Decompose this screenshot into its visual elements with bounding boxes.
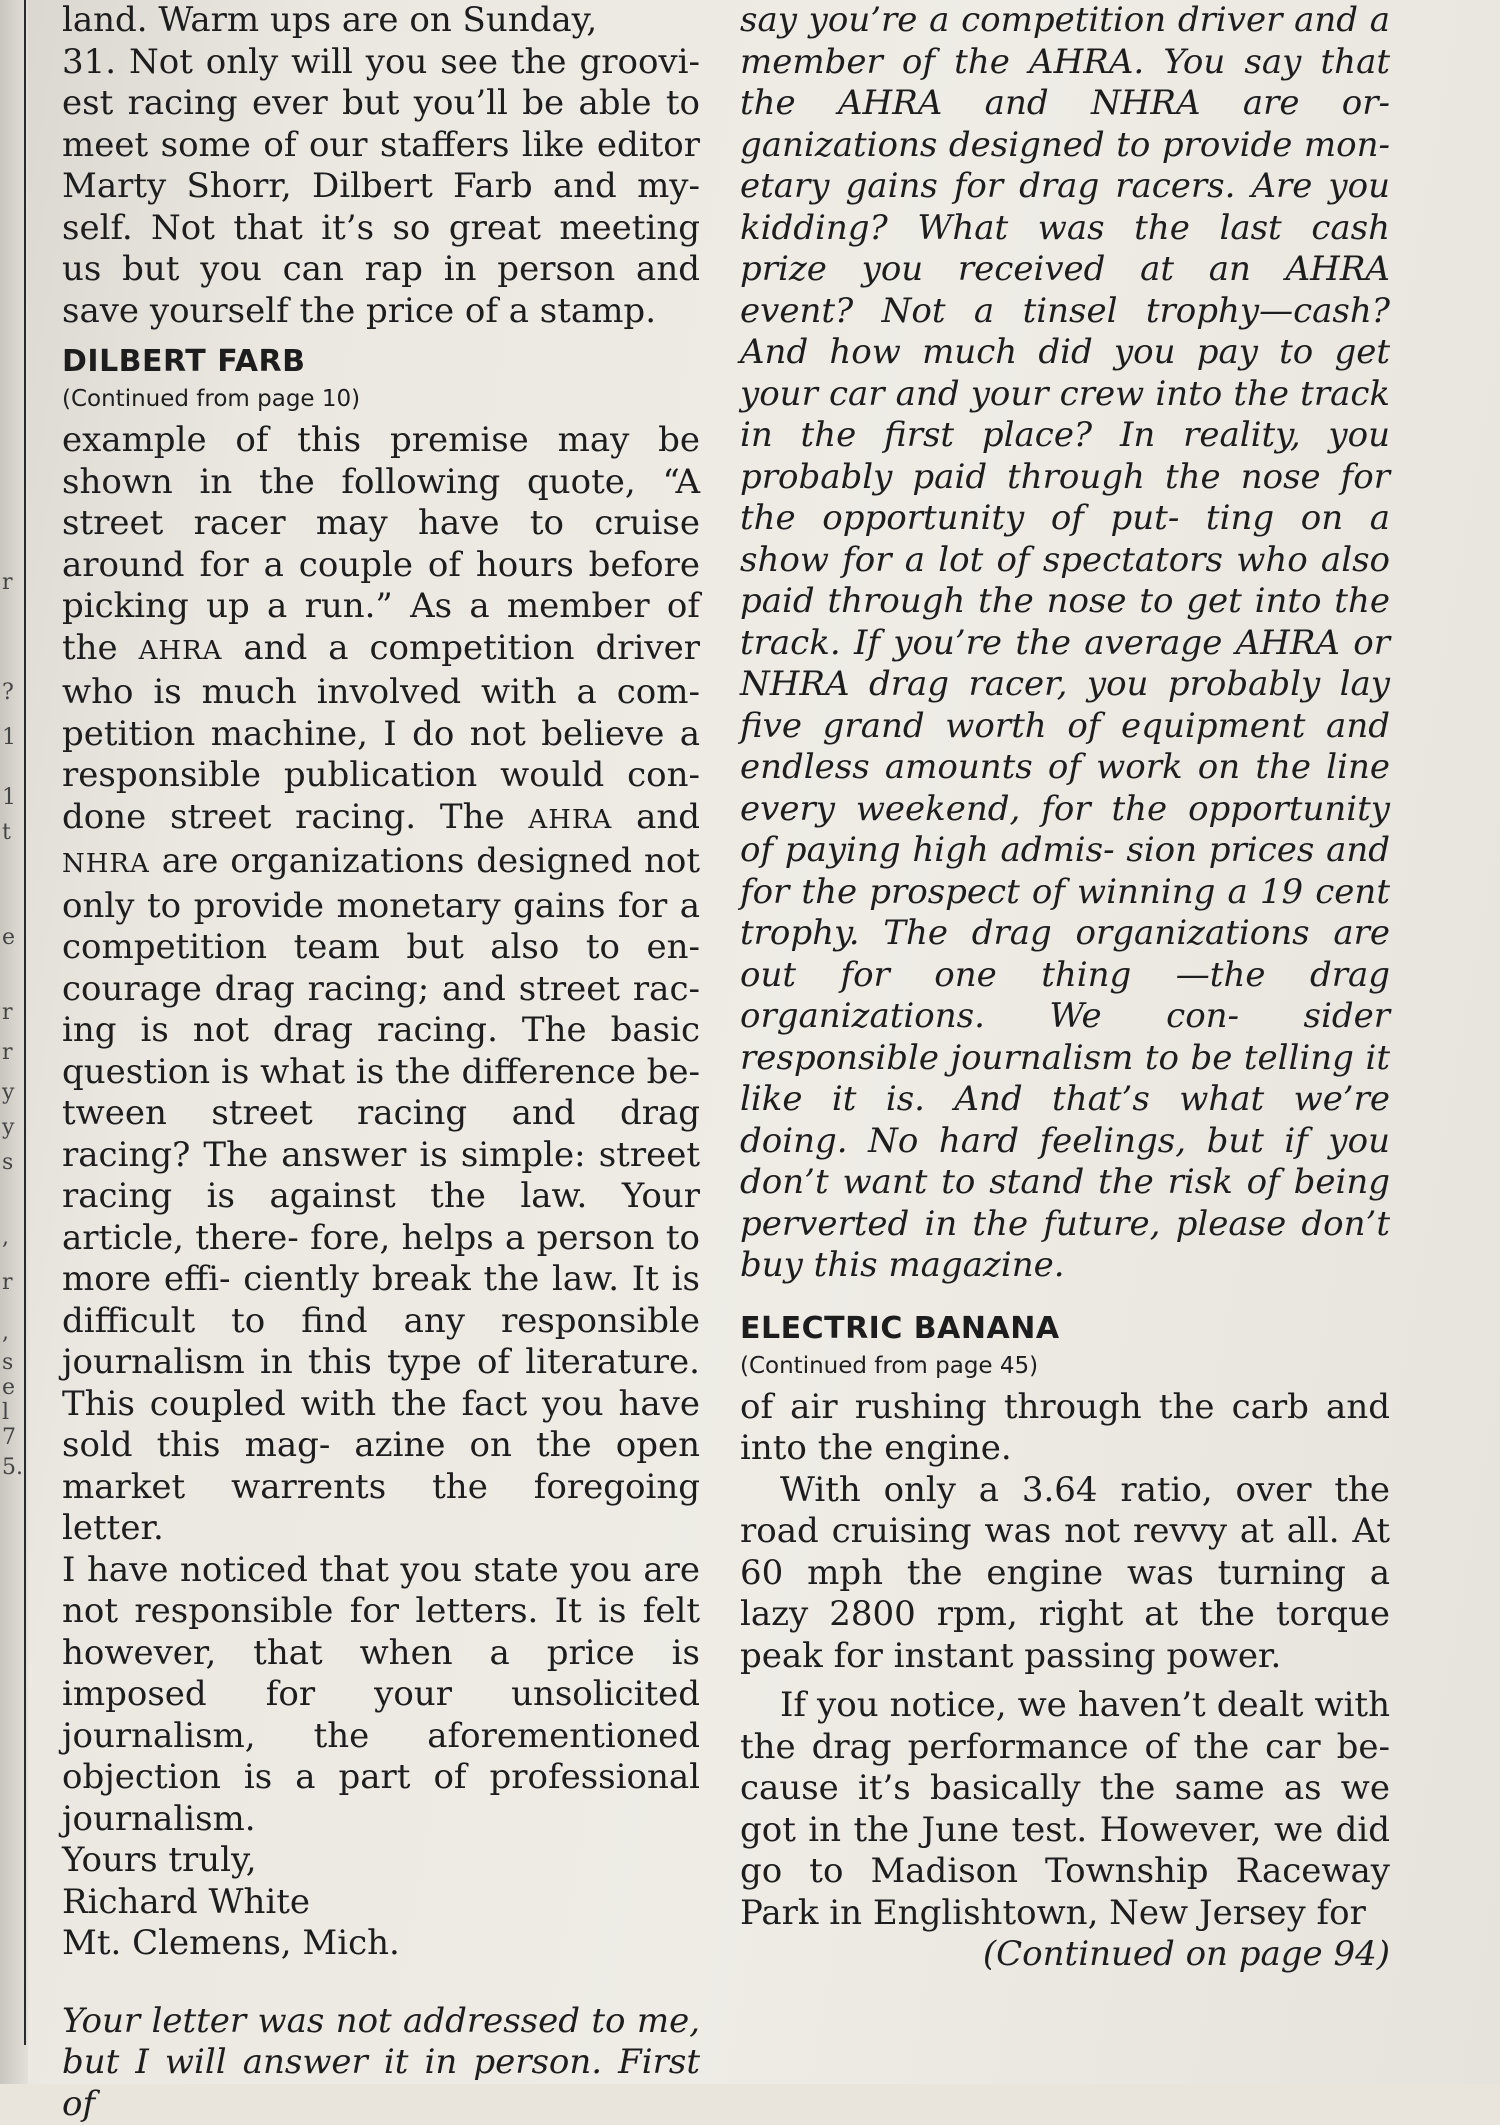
margin-fragment: r bbox=[2, 1040, 13, 1065]
abbr-ahra: AHRA bbox=[528, 805, 612, 835]
article-paragraph: of air rushing through the carb and into the engine. bbox=[740, 1387, 1390, 1470]
margin-fragment: s bbox=[2, 1350, 13, 1375]
margin-fragment: r bbox=[2, 1270, 13, 1295]
margin-fragment: , bbox=[2, 1320, 9, 1345]
letter-text: and a competition driver who is much involved with a com- petition machine, I do not believe a responsible publication would con- done street racing. The bbox=[62, 628, 700, 837]
section-heading: DILBERT FARB bbox=[62, 344, 700, 380]
letter-paragraph bbox=[62, 420, 700, 1550]
margin-fragment: ? bbox=[2, 680, 14, 705]
margin-fragment: r bbox=[2, 1000, 13, 1025]
signature-name: Richard White bbox=[62, 1882, 700, 1924]
margin-fragment: , bbox=[2, 1225, 9, 1250]
letter-text: and bbox=[636, 797, 700, 837]
abbr-nhra: NHRA bbox=[62, 849, 150, 879]
section-heading: ELECTRIC BANANA bbox=[740, 1311, 1390, 1347]
article-paragraph: With only a 3.64 ratio, over the road cruising was not revvy at all. At 60 mph the engine was turning a lazy 2800 rpm, right at the torque peak for instant passing power. bbox=[740, 1470, 1390, 1678]
letter-paragraph: I have noticed that you state you are not responsible for letters. It is felt however, that when a price is imposed for your unsolicited journalism, the aforementioned objection is a part of professional journalism. bbox=[62, 1550, 700, 1841]
continued-note: (Continued from page 10) bbox=[62, 384, 700, 414]
margin-fragment: t bbox=[2, 820, 11, 845]
margin-fragment: e bbox=[2, 925, 15, 950]
margin-fragment: s bbox=[2, 1150, 13, 1175]
continued-note: (Continued from page 45) bbox=[740, 1351, 1390, 1381]
margin-fragment: 1 bbox=[2, 785, 16, 810]
cut-off-line: land. Warm ups are on Sunday, bbox=[62, 0, 700, 42]
margin-fragment: y bbox=[2, 1115, 14, 1140]
continued-on-note: (Continued on page 94) bbox=[740, 1934, 1390, 1976]
margin-fragment: r bbox=[2, 570, 13, 595]
intro-paragraph: 31. Not only will you see the groovi- est racing ever but you’ll be able to meet some of our staffers like editor Marty Shorr, Dilbert Farb and my- self. Not that it’s so great meeting us but you can rap in person and save yourself the price of a stamp. bbox=[62, 42, 700, 333]
letter-text: example of this premise may be shown in the following quote, “A street racer may have to cruise around for a couple of hours before picking up a run.” As a member of the bbox=[62, 420, 700, 668]
signature-location: Mt. Clemens, Mich. bbox=[62, 1923, 700, 1965]
abbr-ahra: AHRA bbox=[139, 636, 223, 666]
article-paragraph: If you notice, we haven’t dealt with the drag performance of the car be- cause it’s basically the same as we got in the June test. However, we did go to Madison Township Raceway Park in Englishtown, New Jersey for bbox=[740, 1685, 1390, 1934]
left-column bbox=[62, 0, 700, 2125]
margin-fragment: e bbox=[2, 1375, 15, 1400]
letter-text: are organizations designed not only to provide monetary gains for a competition team but also to en- courage drag racing; and street rac- ing is not drag racing. The basic question is what is the difference be- tween street racing and drag racing? The answer is simple: street racing is against the law. Your article, there- fore, helps a person to more effi- ciently break the law. It is difficult to find any responsible journalism in this type of literature. This coupled with the fact you have sold this mag- azine on the open market warrents the foregoing letter. bbox=[62, 841, 700, 1548]
right-column bbox=[740, 0, 1390, 1976]
signature-closing: Yours truly, bbox=[62, 1840, 700, 1882]
spacer bbox=[62, 1965, 700, 2001]
adjacent-page-fragments bbox=[0, 560, 20, 2060]
margin-fragment: y bbox=[2, 1080, 14, 1105]
margin-fragment: 1 bbox=[2, 725, 16, 750]
margin-fragment: 7 bbox=[2, 1425, 16, 1450]
editor-reply: Your letter was not addressed to me, but I will answer it in person. First of bbox=[62, 2001, 700, 2125]
column-rule bbox=[24, 0, 26, 2045]
margin-fragment: l bbox=[2, 1400, 9, 1425]
editor-reply-continued: say you’re a competition driver and a member of the AHRA. You say that the AHRA and NHRA are or- ganizations designed to provide mon- etary gains for drag racers. Are you kidding? What was the last cash prize you received at an AHRA event? Not a tinsel trophy—cash? And how much did you pay to get your car and your crew into the track in the first place? In reality, you probably paid through the nose for the opportunity of put- ting on a show for a lot of spectators who also paid through the nose to get into the track. If you’re the average AHRA or NHRA drag racer, you probably lay five grand worth of equipment and endless amounts of work on the line every weekend, for the opportunity of paying high admis- sion prices and for the prospect of winning a 19 cent trophy. The drag organizations are out for one thing —the drag organizations. We con- sider responsible journalism to be telling it like it is. And that’s what we’re doing. No hard feelings, but if you don’t want to stand the risk of being perverted in the future, please don’t buy this magazine. bbox=[740, 0, 1390, 1287]
margin-fragment: 5. bbox=[2, 1455, 23, 1480]
